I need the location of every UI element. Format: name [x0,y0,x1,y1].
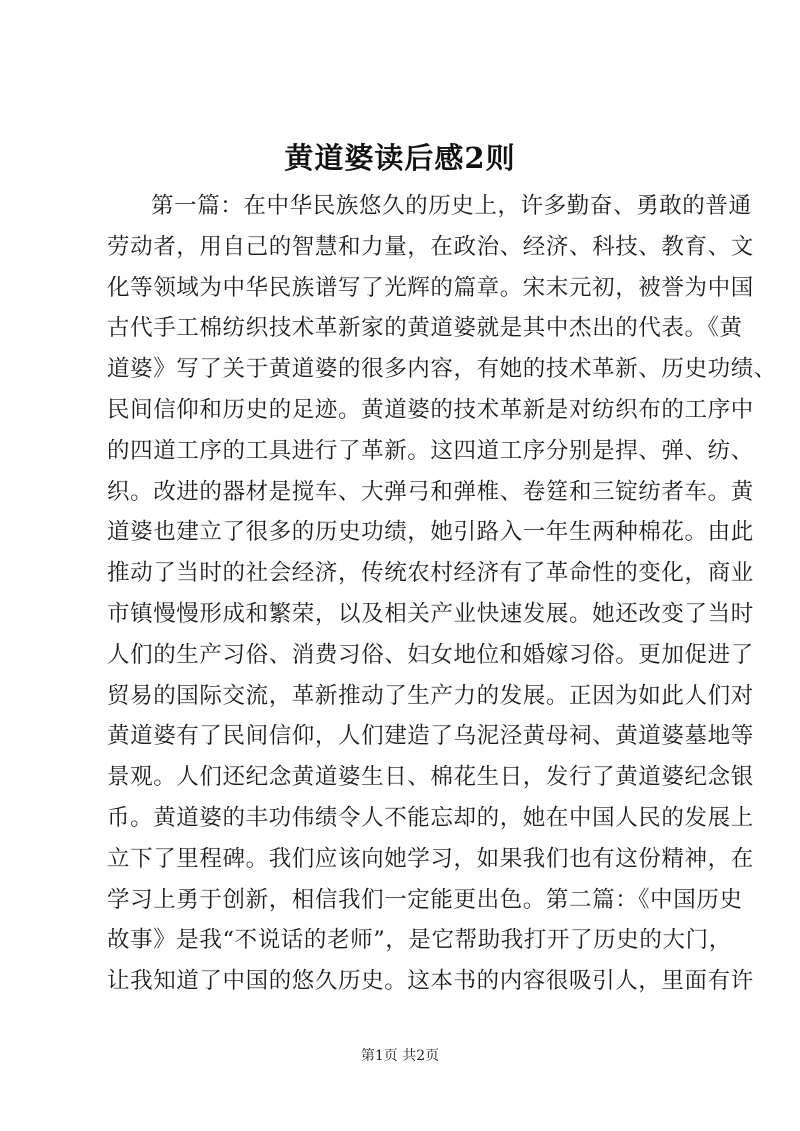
document-title: 黄道婆读后感2则 [284,141,516,175]
body-line: 贸易的国际交流，革新推动了生产力的发展。正因为如此人们对 [107,682,754,709]
body-line: 第一篇：在中华民族悠久的历史上，许多勤奋、勇敢的普通 [151,193,752,219]
page-footer: 第1页 共2页 [360,1048,440,1064]
body-line: 让我知道了中国的悠久历史。这本书的内容很吸引人，里面有许 [107,968,754,995]
body-line: 景观。人们还纪念黄道婆生日、棉花生日，发行了黄道婆纪念银 [107,764,754,791]
body-line: 劳动者，用自己的智慧和力量，在政治、经济、科技、教育、文 [107,233,754,260]
body-line: 故事》是我“不说话的老师”，是它帮助我打开了历史的大门， [107,927,732,954]
body-line: 学习上勇于创新，相信我们一定能更出色。第二篇：《中国历史 [107,886,743,913]
body-line: 市镇慢慢形成和繁荣，以及相关产业快速发展。她还改变了当时 [107,600,754,627]
body-line: 币。黄道婆的丰功伟绩令人不能忘却的，她在中国人民的发展上 [107,804,754,831]
body-line: 立下了里程碑。我们应该向她学习，如果我们也有这份精神，在 [107,845,754,872]
body-line: 黄道婆有了民间信仰，人们建造了乌泥泾黄母祠、黄道婆墓地等 [107,723,754,750]
body-line: 推动了当时的社会经济，传统农村经济有了革命性的变化，商业 [107,560,754,587]
body-line: 的四道工序的工具进行了革新。这四道工序分别是捍、弹、纺、 [107,437,754,464]
body-line: 古代手工棉纺织技术革新家的黄道婆就是其中杰出的代表。《黄 [107,315,743,342]
document-body [107,186,777,1002]
body-line: 织。改进的器材是搅车、大弹弓和弹椎、卷筳和三锭纺者车。黄 [107,478,754,505]
body-line: 道婆也建立了很多的历史功绩，她引路入一年生两种棉花。由此 [107,519,754,546]
body-line: 人们的生产习俗、消费习俗、妇女地位和婚嫁习俗。更加促进了 [107,641,754,668]
body-line: 民间信仰和历史的足迹。黄道婆的技术革新是对纺织布的工序中 [107,396,754,423]
body-line: 化等领域为中华民族谱写了光辉的篇章。宋末元初，被誉为中国 [107,274,754,301]
body-line: 道婆》写了关于黄道婆的很多内容，有她的技术革新、历史功绩、 [107,356,777,383]
